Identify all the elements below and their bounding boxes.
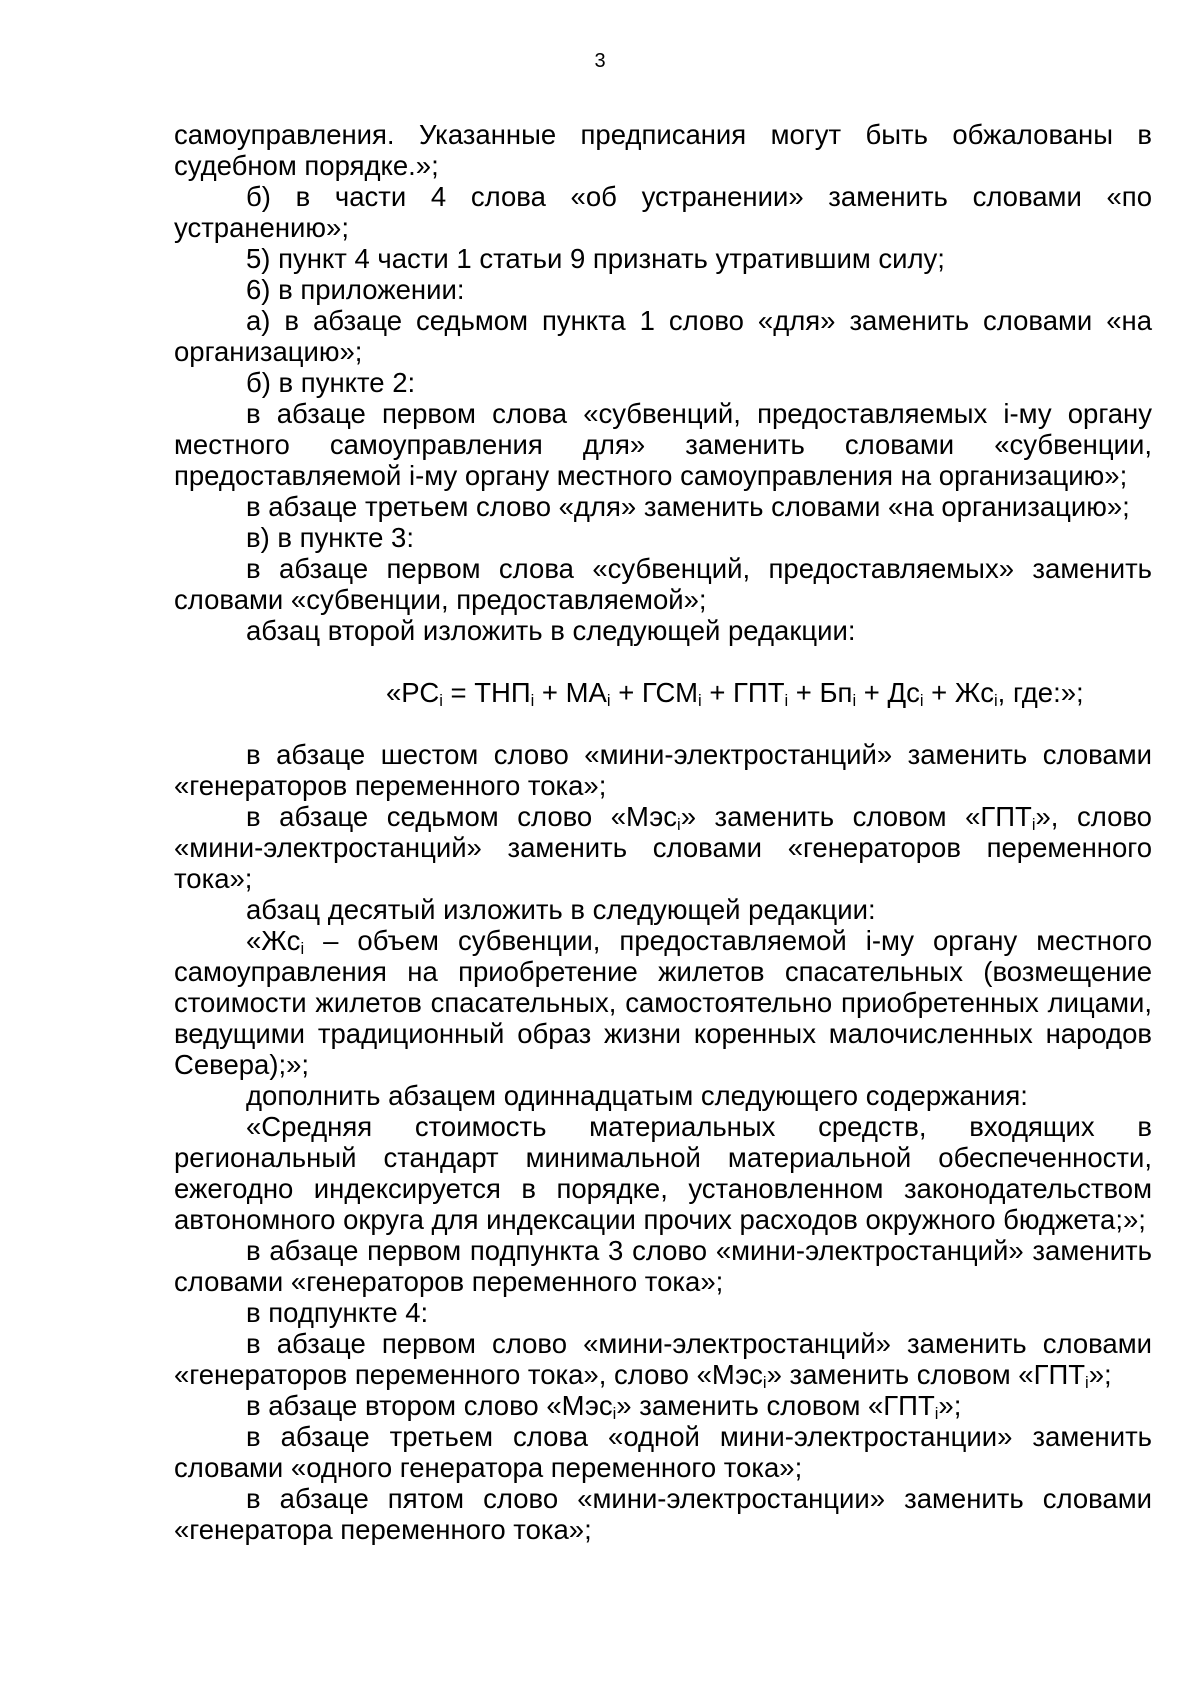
- paragraph-p15: [174, 925, 1152, 1080]
- text-run: + МА: [534, 677, 607, 708]
- text-run: + Жс: [923, 677, 994, 708]
- text-run: в абзаце седьмом слово «Мэс: [246, 801, 678, 832]
- subscript-index: i: [606, 692, 611, 711]
- subscript-index: i: [1031, 816, 1036, 835]
- subscript-index: i: [1085, 1374, 1089, 1393]
- text-run: «Средняя стоимость материальных средств, входящих в региональный стандарт минимальной материальной обеспеченности, ежегодно индексируется в порядке, установленном законодательством автономного округа для индексации прочих расходов окружного бюджета;»;: [174, 1111, 1152, 1235]
- text-run: + Дс: [856, 677, 920, 708]
- text-run: в абзаце шестом слово «мини-электростанций» заменить словами «генераторов переменного тока»;: [174, 739, 1152, 801]
- text-run: в абзаце первом слова «субвенций, предоставляемых i-му органу местного самоуправления для» заменить словами «субвенции, предоставляемой i-му органу местного самоуправления на организацию»;: [174, 398, 1152, 491]
- text-run: », слово «мини-электростанций» заменить словами «генераторов переменного тока»;: [174, 801, 1152, 894]
- paragraph-p8: [174, 491, 1152, 522]
- text-run: в подпункте 4:: [246, 1297, 429, 1328]
- text-run: в абзаце первом подпункта 3 слово «мини-электростанций» заменить словами «генераторов переменного тока»;: [174, 1235, 1152, 1297]
- text-run: «Жс: [246, 925, 301, 956]
- paragraph-p2: [174, 181, 1152, 243]
- paragraph-p14: [174, 894, 1152, 925]
- text-run: » заменить словом «ГПТ: [680, 801, 1032, 832]
- text-run: »;: [1088, 1359, 1112, 1390]
- paragraph-p12: [174, 739, 1152, 801]
- document-body: [174, 119, 1152, 1545]
- subscript-index: i: [612, 1405, 617, 1424]
- paragraph-p10: [174, 553, 1152, 615]
- subscript-index: i: [934, 1405, 939, 1424]
- subscript-index: i: [698, 692, 702, 711]
- paragraph-p1: [174, 119, 1152, 181]
- paragraph-p17: [174, 1111, 1152, 1235]
- text-run: + ГПТ: [701, 677, 785, 708]
- text-run: + ГСМ: [610, 677, 699, 708]
- text-run: дополнить абзацем одиннадцатым следующего содержания:: [246, 1080, 1028, 1111]
- paragraph-p9: [174, 522, 1152, 553]
- page-number: 3: [594, 50, 606, 72]
- subscript-index: i: [530, 692, 535, 711]
- subscript-index: i: [994, 692, 998, 711]
- text-run: в абзаце втором слово «Мэс: [246, 1390, 613, 1421]
- paragraph-p13: [174, 801, 1152, 894]
- paragraph-p18: [174, 1235, 1152, 1297]
- text-run: в) в пункте 3:: [246, 522, 414, 553]
- text-run: 6) в приложении:: [246, 274, 465, 305]
- paragraph-p4: [174, 274, 1152, 305]
- text-run: самоуправления. Указанные предписания могут быть обжалованы в судебном порядке.»;: [174, 119, 1152, 181]
- formula: [174, 646, 1152, 739]
- paragraph-p16: [174, 1080, 1152, 1111]
- text-run: , где:»;: [997, 677, 1084, 708]
- text-run: » заменить словом «ГПТ: [616, 1390, 935, 1421]
- paragraph-p7: [174, 398, 1152, 491]
- paragraph-p19: [174, 1297, 1152, 1328]
- text-run: – объем субвенции, предоставляемой i-му органу местного самоуправления на приобретение жилетов спасательных (возмещение стоимости жилетов спасательных, самостоятельно приобретенных лицами, ведущими традиционный образ жизни коренных малочисленных народов Севера);»;: [174, 925, 1152, 1080]
- text-run: = ТНП: [442, 677, 531, 708]
- text-run: 5) пункт 4 части 1 статьи 9 признать утратившим силу;: [246, 243, 945, 274]
- text-run: б) в пункте 2:: [246, 367, 416, 398]
- text-run: » заменить словом «ГПТ: [766, 1359, 1086, 1390]
- paragraph-p5: [174, 305, 1152, 367]
- text-run: + Бп: [788, 677, 853, 708]
- subscript-index: i: [300, 940, 305, 959]
- text-run: в абзаце первом слова «субвенций, предоставляемых» заменить словами «субвенции, предоставляемой»;: [174, 553, 1152, 615]
- text-run: в абзаце третьем слово «для» заменить словами «на организацию»;: [246, 491, 1130, 522]
- paragraph-p21: [174, 1390, 1152, 1424]
- subscript-index: i: [852, 692, 857, 711]
- text-run: б) в части 4 слова «об устранении» заменить словами «по устранению»;: [174, 181, 1152, 243]
- text-run: абзац второй изложить в следующей редакции:: [246, 615, 856, 646]
- text-run: а) в абзаце седьмом пункта 1 слово «для» заменить словами «на организацию»;: [174, 305, 1152, 367]
- paragraph-p22: [174, 1421, 1152, 1483]
- subscript-index: i: [762, 1374, 767, 1393]
- subscript-index: i: [919, 692, 924, 711]
- paragraph-p6: [174, 367, 1152, 398]
- paragraph-p11: [174, 615, 1152, 646]
- text-run: «РС: [386, 677, 440, 708]
- text-run: в абзаце пятом слово «мини-электростанции» заменить словами «генератора переменного тока»;: [174, 1483, 1152, 1545]
- text-run: в абзаце третьем слова «одной мини-электростанции» заменить словами «одного генератора переменного тока»;: [174, 1421, 1152, 1483]
- text-run: абзац десятый изложить в следующей редакции:: [246, 894, 876, 925]
- subscript-index: i: [677, 816, 681, 835]
- text-run: в абзаце первом слово «мини-электростанций» заменить словами «генераторов переменного тока», слово «Мэс: [174, 1328, 1152, 1390]
- paragraph-p23: [174, 1483, 1152, 1545]
- paragraph-p20: [174, 1328, 1152, 1393]
- text-run: »;: [938, 1390, 962, 1421]
- paragraph-p3: [174, 243, 1152, 274]
- subscript-index: i: [784, 692, 789, 711]
- subscript-index: i: [439, 692, 443, 711]
